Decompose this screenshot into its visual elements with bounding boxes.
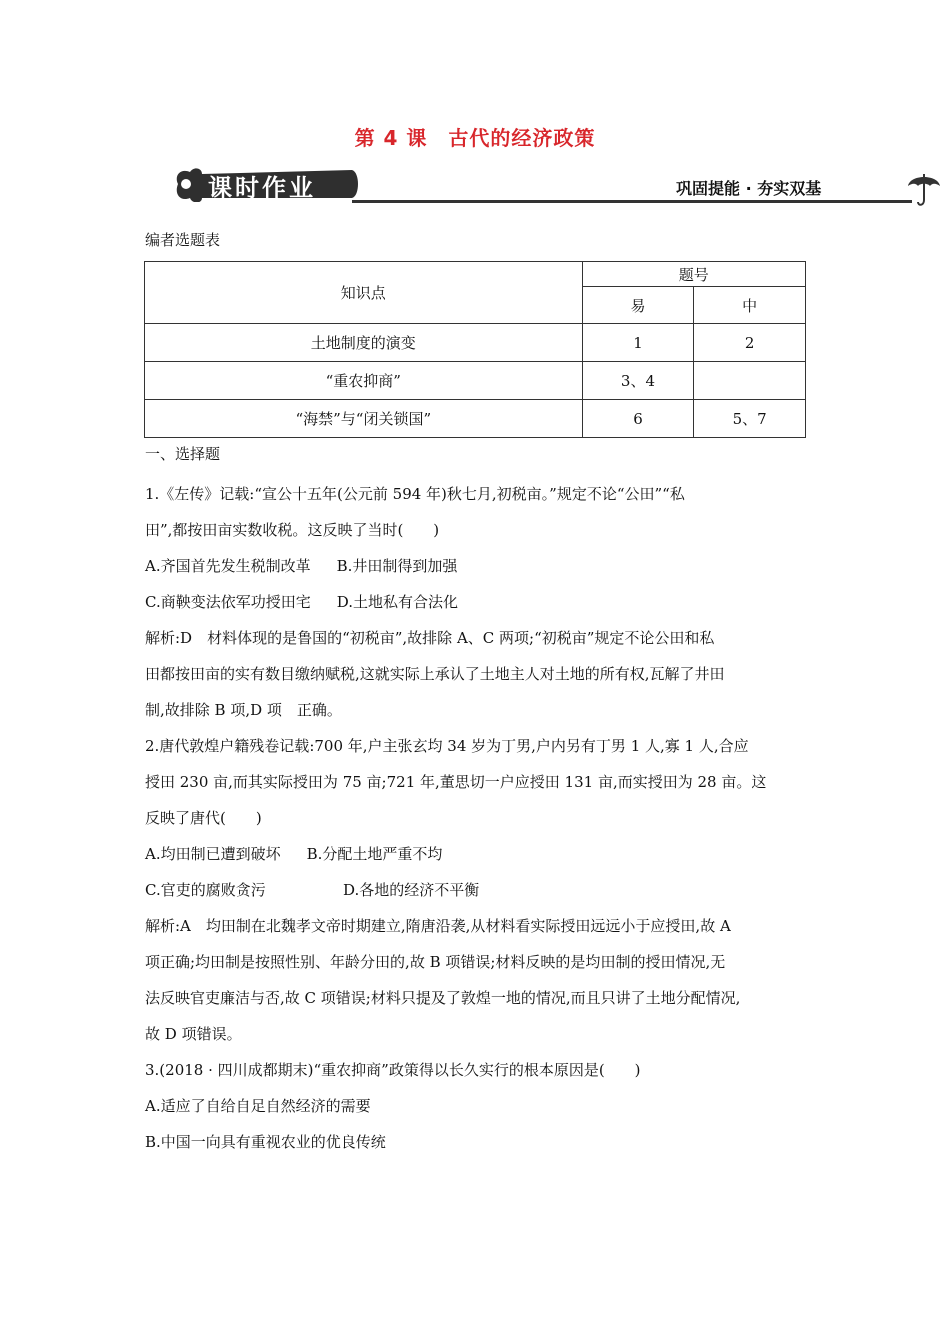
row-topic: “海禁”与“闭关锁国” (145, 400, 583, 438)
q1-option-a: A.齐国首先发生税制改革 (145, 557, 311, 575)
q1-option-b: B.井田制得到加强 (336, 557, 458, 575)
row-easy: 6 (582, 400, 694, 438)
row-medium: 2 (694, 324, 806, 362)
topic-table (144, 261, 806, 438)
q2-analysis-line: 项正确;均田制是按照性别、年龄分田的,故 B 项错误;材料反映的是均田制的授田情况,无 (145, 953, 726, 971)
q2-stem-line: 2.唐代敦煌户籍残卷记载:700 年,户主张玄均 34 岁为丁男,户内另有丁男 1 人,寡 1 人,合应 (145, 737, 749, 755)
table-row (145, 400, 806, 438)
row-easy: 1 (582, 324, 694, 362)
header-medium: 中 (694, 287, 806, 324)
banner-rule (352, 200, 912, 203)
lesson-title: 第 4 课 古代的经济政策 (354, 126, 596, 150)
q2-stem-line: 授田 230 亩,而其实际授田为 75 亩;721 年,董思切一户应授田 131 亩,而实授田为 28 亩。这 (145, 773, 767, 791)
table-row (145, 324, 806, 362)
q2-option-b: B.分配土地严重不均 (306, 845, 443, 863)
q1-analysis-line: 解析:D 材料体现的是鲁国的“初税亩”,故排除 A、C 两项;“初税亩”规定不论公田和私 (145, 629, 715, 647)
q1-option-c: C.商鞅变法依军功授田宅 (145, 593, 311, 611)
header-number: 题号 (582, 262, 805, 287)
q2-options-cd (145, 872, 813, 908)
q2-analysis-line: 故 D 项错误。 (145, 1025, 242, 1043)
questions-body (145, 476, 813, 1160)
table-caption: 编者选题表 (145, 231, 221, 249)
row-easy: 3、4 (582, 362, 694, 400)
q2-option-d: D.各地的经济不平衡 (343, 881, 480, 899)
q3-option-b: B.中国一向具有重视农业的优良传统 (145, 1133, 386, 1151)
header-knowledge: 知识点 (145, 262, 583, 324)
q3-option-a: A.适应了自给自足自然经济的需要 (145, 1097, 371, 1115)
q1-stem-line: 1.《左传》记载:“宣公十五年(公元前 594 年)秋七月,初税亩。”规定不论“公田”“私 (145, 485, 685, 503)
header-easy: 易 (582, 287, 694, 324)
q2-options-ab (145, 836, 813, 872)
q1-option-d: D.土地私有合法化 (336, 593, 458, 611)
q3-stem-line: 3.(2018 · 四川成都期末)“重农抑商”政策得以长久实行的根本原因是( ) (145, 1061, 641, 1079)
row-topic: “重农抑商” (145, 362, 583, 400)
homework-banner (172, 162, 932, 208)
q1-stem-line: 田”,都按田亩实数收税。这反映了当时( ) (145, 521, 440, 539)
q2-analysis-line: 法反映官吏廉洁与否,故 C 项错误;材料只提及了敦煌一地的情况,而且只讲了土地分配情况, (145, 989, 741, 1007)
q1-analysis-line: 制,故排除 B 项,D 项 正确。 (145, 701, 342, 719)
banner-slogan: 巩固提能 · 夯实双基 (676, 179, 822, 198)
row-medium (694, 362, 806, 400)
q2-option-c: C.官吏的腐败贪污 (145, 881, 266, 899)
badge-label: 课时作业 (208, 174, 316, 202)
q1-analysis-line: 田都按田亩的实有数目缴纳赋税,这就实际上承认了土地主人对土地的所有权,瓦解了井田 (145, 665, 725, 683)
q1-options-ab (145, 548, 813, 584)
q2-stem-line: 反映了唐代( ) (145, 809, 262, 827)
section-heading: 一、选择题 (145, 445, 221, 463)
umbrella-icon (906, 168, 942, 208)
row-topic: 土地制度的演变 (145, 324, 583, 362)
q2-option-a: A.均田制已遭到破坏 (145, 845, 281, 863)
table-row (145, 362, 806, 400)
q2-analysis-line: 解析:A 均田制在北魏孝文帝时期建立,隋唐沿袭,从材料看实际授田远远小于应授田,故 A (145, 917, 731, 935)
row-medium: 5、7 (694, 400, 806, 438)
q1-options-cd (145, 584, 813, 620)
